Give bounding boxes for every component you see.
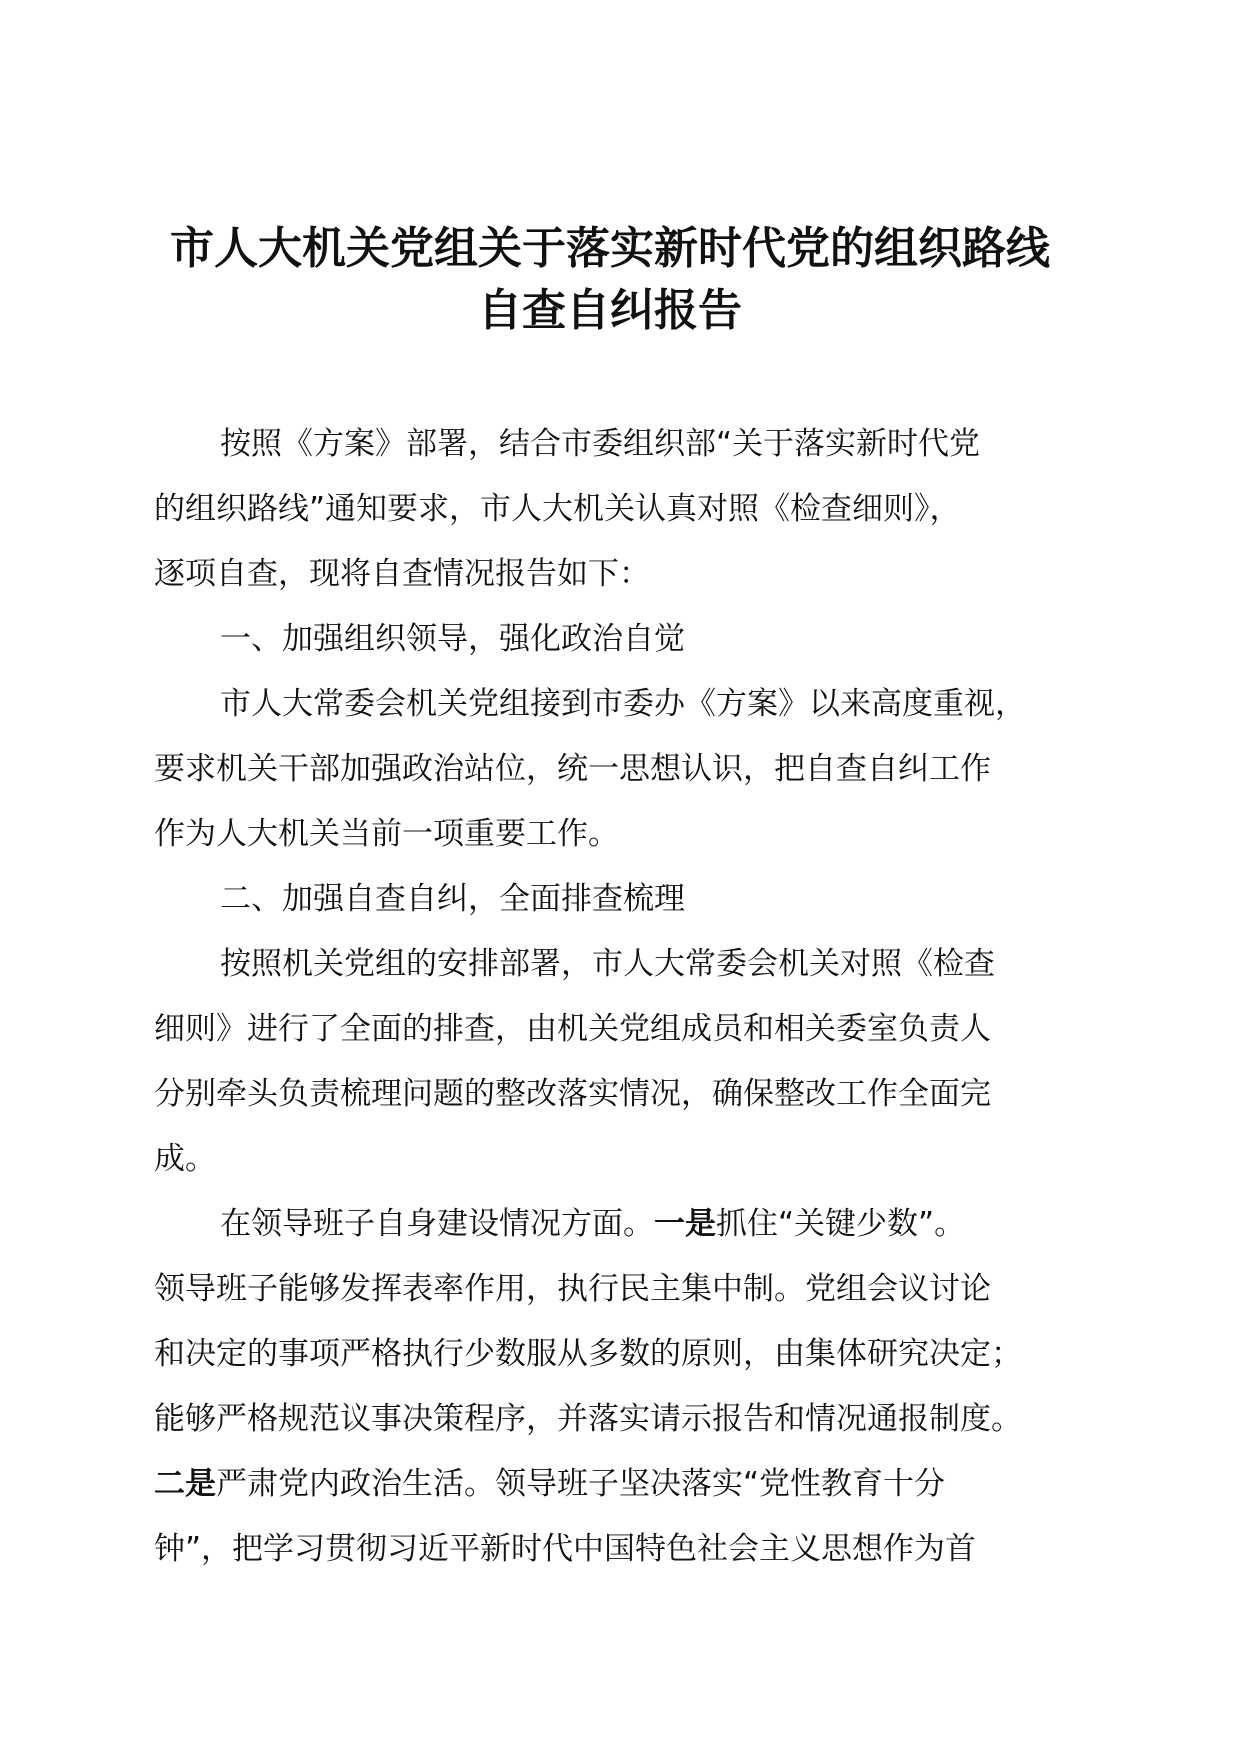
- section-heading: 二、加强自查自纠，全面排查梳理: [220, 881, 685, 917]
- paragraph-text: 严肃党内政治生活。领导班子坚决落实“党性教育十分: [216, 1466, 946, 1502]
- paragraph-line: 钟”，把学习贯彻习近平新时代中国特色社会主义思想作为首: [154, 1531, 977, 1567]
- paragraph-line: 和决定的事项严格执行少数服从多数的原则，由集体研究决定；: [154, 1336, 1022, 1372]
- title-line-2: 自查自纠报告: [478, 285, 742, 336]
- paragraph-line: [154, 1452, 1094, 1517]
- paragraph-line: 细则》进行了全面的排查，由机关党组成员和相关委室负责人: [154, 1011, 991, 1047]
- paragraph-line: 领导班子能够发挥表率作用，执行民主集中制。党组会议讨论: [154, 1271, 991, 1307]
- emphasis-text: 一是: [654, 1206, 716, 1242]
- paragraph-text: 抓住“关键少数”。: [716, 1206, 966, 1242]
- paragraph-line: [154, 1192, 1094, 1257]
- paragraph-line: 能够严格规范议事决策程序，并落实请示报告和情况通报制度。: [154, 1401, 1022, 1437]
- paragraph-line: 分别牵头负责梳理问题的整改落实情况，确保整改工作全面完: [154, 1076, 991, 1112]
- emphasis-text: 二是: [154, 1466, 216, 1502]
- section-heading: 一、加强组织领导，强化政治自觉: [220, 621, 685, 657]
- paragraph-line: 的组织路线”通知要求，市人大机关认真对照《检查细则》，: [154, 491, 961, 527]
- document-body: [154, 412, 1094, 1582]
- title-line-1: 市人大机关党组关于落实新时代党的组织路线: [170, 223, 1050, 274]
- paragraph-line: 要求机关干部加强政治站位，统一思想认识，把自查自纠工作: [154, 751, 991, 787]
- paragraph-line: 按照机关党组的安排部署，市人大常委会机关对照《检查: [220, 946, 995, 982]
- paragraph-line: 逐项自查，现将自查情况报告如下：: [154, 556, 650, 592]
- document-title: [140, 218, 1080, 342]
- paragraph-line: 市人大常委会机关党组接到市委办《方案》以来高度重视，: [220, 686, 1026, 722]
- paragraph-line: 作为人大机关当前一项重要工作。: [154, 816, 619, 852]
- paragraph-text: 在领导班子自身建设情况方面。: [220, 1206, 654, 1242]
- paragraph-line: 按照《方案》部署，结合市委组织部“关于落实新时代党: [220, 426, 981, 462]
- paragraph-line: 成。: [154, 1141, 216, 1177]
